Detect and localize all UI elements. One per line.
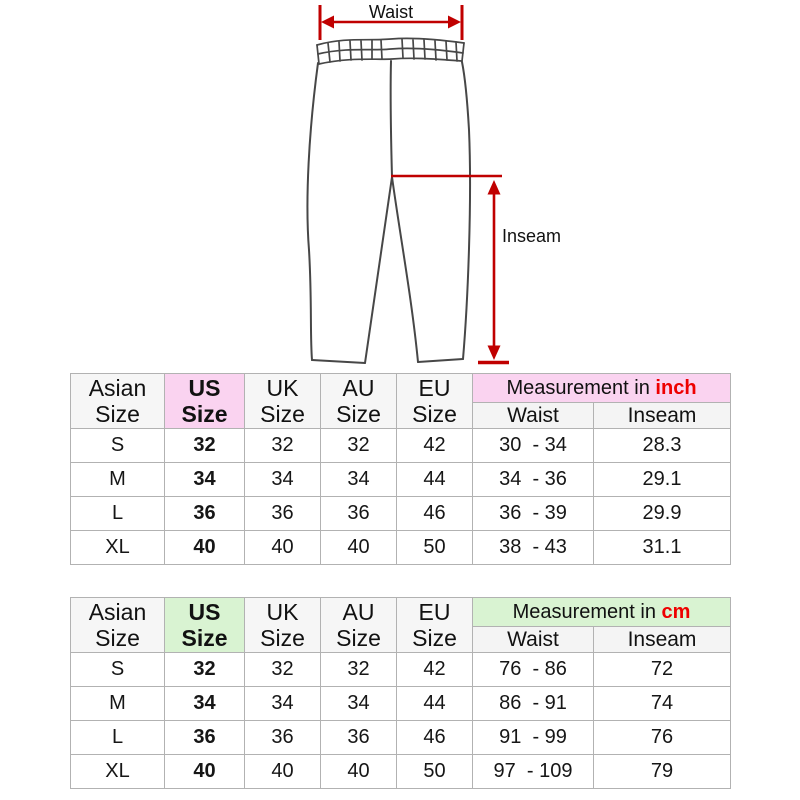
table-row [71, 497, 731, 531]
table-cell: 34 [321, 463, 397, 497]
table-cell: 34 [245, 687, 321, 721]
header-au-size: AU Size [321, 598, 397, 653]
pants-diagram [0, 0, 800, 372]
table-cell: 40 [245, 755, 321, 789]
table-cell: 29.9 [594, 497, 731, 531]
inseam-label: Inseam [502, 226, 562, 246]
table-cell: S [71, 653, 165, 687]
table-cell: 40 [321, 531, 397, 565]
table-cell: 44 [397, 463, 473, 497]
header-measurement-inch [473, 374, 731, 403]
table-cell: 34 [165, 463, 245, 497]
table-cell: 38 - 43 [473, 531, 594, 565]
table-row [71, 531, 731, 565]
table-cell: 79 [594, 755, 731, 789]
table-cell: 46 [397, 721, 473, 755]
size-table-inch [70, 373, 731, 565]
table-cell: 32 [321, 429, 397, 463]
table-cell: 42 [397, 653, 473, 687]
left-leg-outer-seam [307, 63, 318, 360]
table-cell: M [71, 463, 165, 497]
header-asian-size: Asian Size [71, 598, 165, 653]
table-cell: 91 - 99 [473, 721, 594, 755]
table-cell: 32 [245, 429, 321, 463]
table-row [71, 755, 731, 789]
table-cell: M [71, 687, 165, 721]
left-leg-inner-seam [365, 177, 392, 363]
table-cell: 76 [594, 721, 731, 755]
header-uk-size: UK Size [245, 374, 321, 429]
table-cell: 31.1 [594, 531, 731, 565]
table-cell: 34 - 36 [473, 463, 594, 497]
inseam-measure-arrow [391, 176, 509, 363]
header-waist: Waist [473, 627, 594, 653]
table-cell: 36 [165, 721, 245, 755]
right-leg-outer-seam [462, 62, 470, 359]
table-cell: 40 [165, 531, 245, 565]
table-cell: 42 [397, 429, 473, 463]
unit-label: inch [655, 376, 697, 399]
table-cell: 34 [245, 463, 321, 497]
header-measurement-cm [473, 598, 731, 627]
table-cell: 36 [165, 497, 245, 531]
table-row [71, 721, 731, 755]
table-cell: 32 [321, 653, 397, 687]
header-waist: Waist [473, 403, 594, 429]
table-cell: 29.1 [594, 463, 731, 497]
header-asian-size: Asian Size [71, 374, 165, 429]
table-cell: 97 - 109 [473, 755, 594, 789]
table-cell: 44 [397, 687, 473, 721]
right-leg-inner-seam [392, 177, 418, 362]
header-eu-size: EU Size [397, 374, 473, 429]
size-table-cm [70, 597, 731, 789]
table-cell: 40 [321, 755, 397, 789]
table-cell: 36 - 39 [473, 497, 594, 531]
table-cell: 74 [594, 687, 731, 721]
table-cell: 36 [245, 497, 321, 531]
table-cell: 40 [165, 755, 245, 789]
table-cell: 34 [165, 687, 245, 721]
table-row [71, 429, 731, 463]
table-cell: 32 [245, 653, 321, 687]
table-cell: S [71, 429, 165, 463]
table-cell: 50 [397, 531, 473, 565]
table-cell: 36 [321, 497, 397, 531]
table-cell: 30 - 34 [473, 429, 594, 463]
table-cell: 28.3 [594, 429, 731, 463]
pants-outline [307, 38, 470, 363]
table-cell: 40 [245, 531, 321, 565]
table-cell: 32 [165, 429, 245, 463]
table-cell: 34 [321, 687, 397, 721]
table-cell: XL [71, 531, 165, 565]
size-table-inch-body [71, 429, 731, 565]
header-eu-size: EU Size [397, 598, 473, 653]
unit-label: cm [661, 600, 691, 623]
measurement-label: Measurement in [506, 376, 650, 399]
measurement-label: Measurement in [512, 600, 656, 623]
center-seam [391, 61, 392, 177]
table-cell: 72 [594, 653, 731, 687]
header-us-size: US Size [165, 374, 245, 429]
header-uk-size: UK Size [245, 598, 321, 653]
table-cell: 46 [397, 497, 473, 531]
table-row [71, 653, 731, 687]
table-cell: 86 - 91 [473, 687, 594, 721]
table-cell: L [71, 497, 165, 531]
table-cell: XL [71, 755, 165, 789]
table-cell: 76 - 86 [473, 653, 594, 687]
table-cell: 36 [321, 721, 397, 755]
table-cell: 36 [245, 721, 321, 755]
header-au-size: AU Size [321, 374, 397, 429]
header-inseam: Inseam [594, 627, 731, 653]
table-row [71, 687, 731, 721]
right-leg-hem [418, 359, 463, 362]
header-us-size: US Size [165, 598, 245, 653]
table-cell: 32 [165, 653, 245, 687]
header-inseam: Inseam [594, 403, 731, 429]
waist-label: Waist [368, 2, 414, 22]
size-table-cm-body [71, 653, 731, 789]
left-leg-hem [312, 360, 365, 363]
table-cell: L [71, 721, 165, 755]
table-cell: 50 [397, 755, 473, 789]
table-row [71, 463, 731, 497]
